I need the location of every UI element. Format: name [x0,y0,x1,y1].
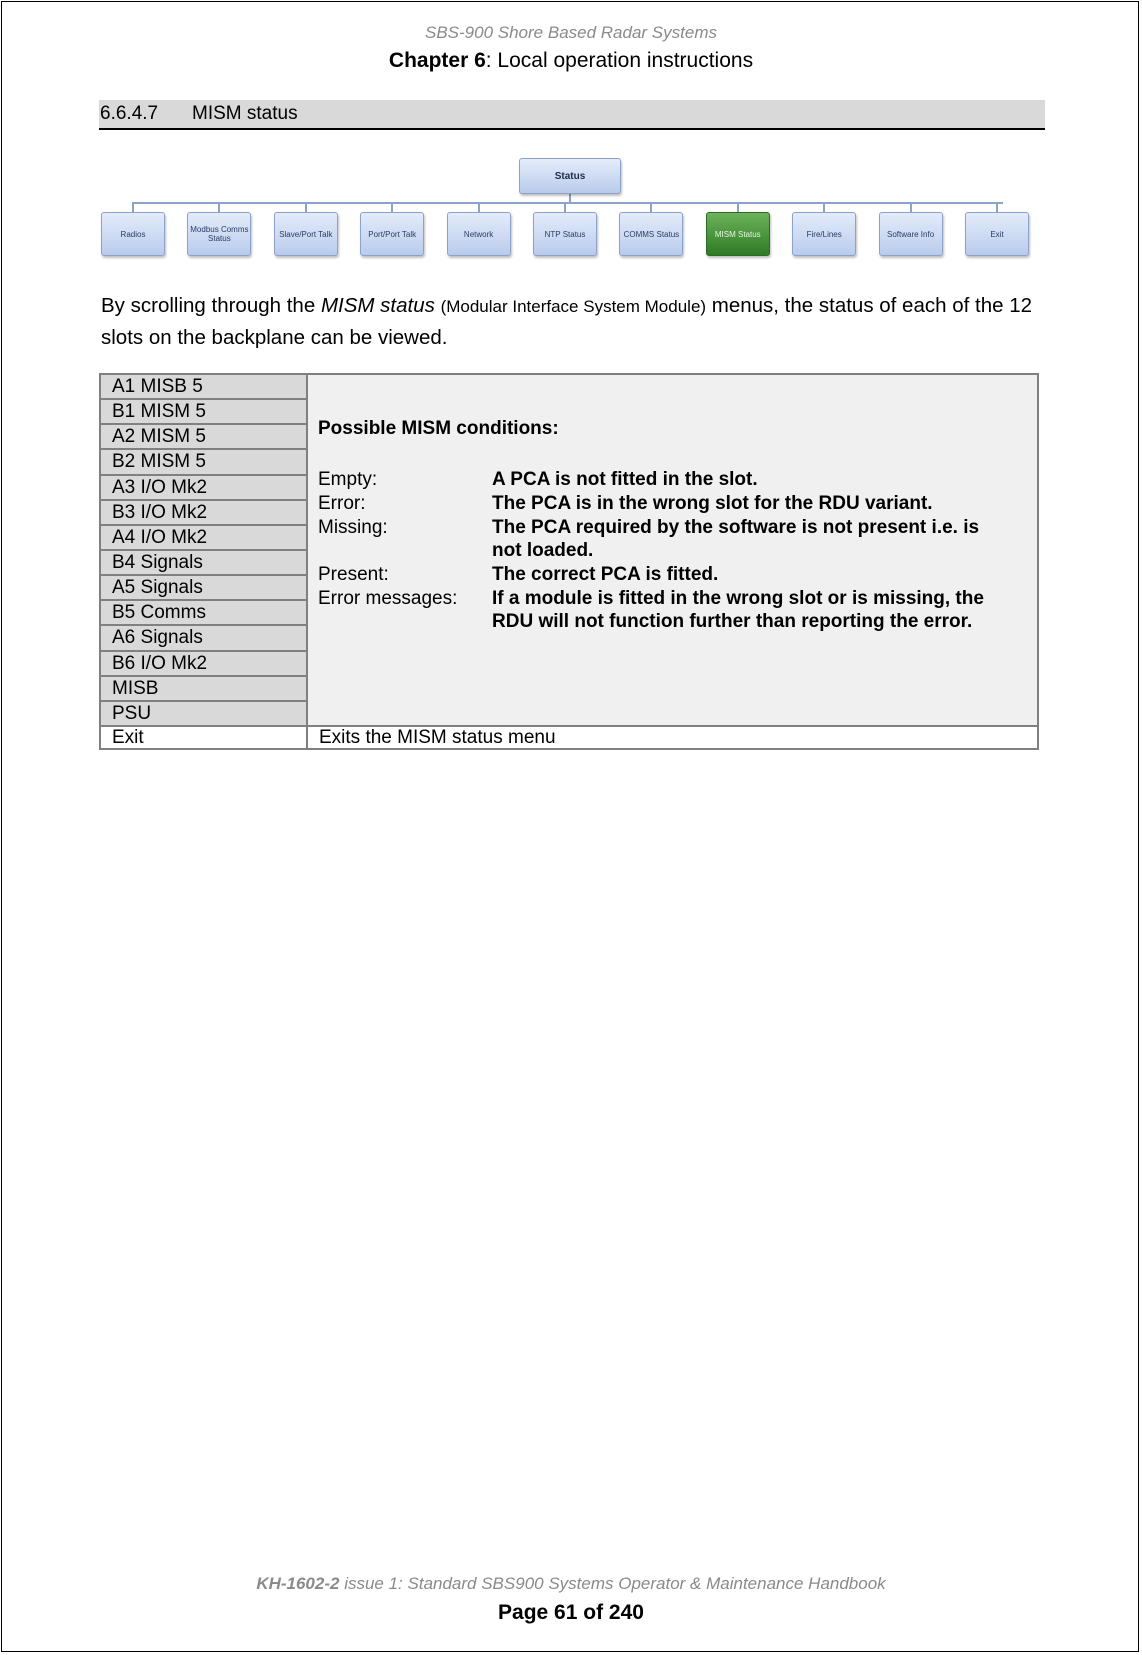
slot-label: A4 I/O Mk2 [100,525,307,550]
intro-paragraph [101,290,1046,353]
slot-label: PSU [100,701,307,726]
diagram-node: Software Info [879,212,943,256]
diagram-node: COMMS Status [619,212,683,256]
diagram-connector [910,202,912,212]
slot-label: A1 MISB 5 [100,374,307,399]
diagram-connector [564,202,566,212]
condition-key: Empty: [318,469,378,490]
condition-key: Error: [318,493,366,514]
footer-doc-id: KH-1602-2 [256,1574,340,1593]
section-number: 6.6.4.7 [100,103,159,124]
intro-emphasis: MISM status [320,294,435,317]
table-row [100,374,1038,399]
slot-label: B3 I/O Mk2 [100,500,307,525]
slot-label: A2 MISM 5 [100,424,307,449]
footer-doc-title: issue 1: Standard SBS900 Systems Operator & Maintenance Handbook [339,1574,886,1593]
condition-value: If a module is fitted in the wrong slot or is missing, the RDU will not function further than reporting the error. [492,588,984,632]
exit-description: Exits the MISM status menu [307,726,1038,749]
diagram-connector [132,202,134,212]
condition-key: Present: [318,564,389,585]
section-heading [99,100,1045,130]
diagram-node: Modbus Comms Status [187,212,251,256]
slot-label: A6 Signals [100,625,307,650]
table-row [100,726,1038,749]
chapter-heading [0,49,1142,73]
slot-label: B2 MISM 5 [100,449,307,474]
section-title: MISM status [192,103,298,124]
slot-label: B6 I/O Mk2 [100,651,307,676]
condition-value: The correct PCA is fitted. [492,564,719,585]
slot-label: B1 MISM 5 [100,399,307,424]
diagram-node: Network [447,212,511,256]
slot-label: A3 I/O Mk2 [100,475,307,500]
chapter-title: : Local operation instructions [485,49,754,72]
menu-diagram [99,152,1045,262]
diagram-node: Slave/Port Talk [274,212,338,256]
conditions-block [318,375,1037,725]
slot-label: B5 Comms [100,600,307,625]
intro-text-end: menus, the status of each of the 12 slots on the backplane can be viewed. [101,294,1032,349]
diagram-node: Exit [965,212,1029,256]
slot-label: A5 Signals [100,575,307,600]
page-number: Page 61 of 240 [498,1601,644,1624]
conditions-cell [307,374,1038,726]
diagram-connector [650,202,652,212]
diagram-connector [996,202,998,212]
diagram-node: Fire/Lines [792,212,856,256]
diagram-node: Port/Port Talk [360,212,424,256]
condition-value: The PCA is in the wrong slot for the RDU variant. [492,493,933,514]
intro-text: By scrolling through the [101,294,321,317]
diagram-node-root: Status [519,158,621,194]
diagram-connector [133,202,1003,204]
condition-value: The PCA required by the software is not present i.e. is not loaded. [492,517,980,561]
diagram-node: MISM Status [706,212,770,256]
diagram-connector [391,202,393,212]
mism-table [99,373,1039,750]
diagram-connector [737,202,739,212]
exit-label: Exit [100,726,307,749]
diagram-connector [305,202,307,212]
condition-key: Missing: [318,517,388,538]
document-subtitle: SBS-900 Shore Based Radar Systems [425,23,717,42]
condition-value: A PCA is not fitted in the slot. [492,469,758,490]
diagram-connector [823,202,825,212]
intro-expansion: (Modular Interface System Module) [440,297,707,316]
footer-document [0,1574,1142,1594]
diagram-connector [218,202,220,212]
chapter-number: Chapter 6 [388,49,486,72]
slot-label: B4 Signals [100,550,307,575]
diagram-node: NTP Status [533,212,597,256]
conditions-title: Possible MISM conditions: [318,418,559,439]
diagram-node: Radios [101,212,165,256]
slot-label: MISB [100,676,307,701]
diagram-connector [478,202,480,212]
condition-key: Error messages: [318,588,458,609]
